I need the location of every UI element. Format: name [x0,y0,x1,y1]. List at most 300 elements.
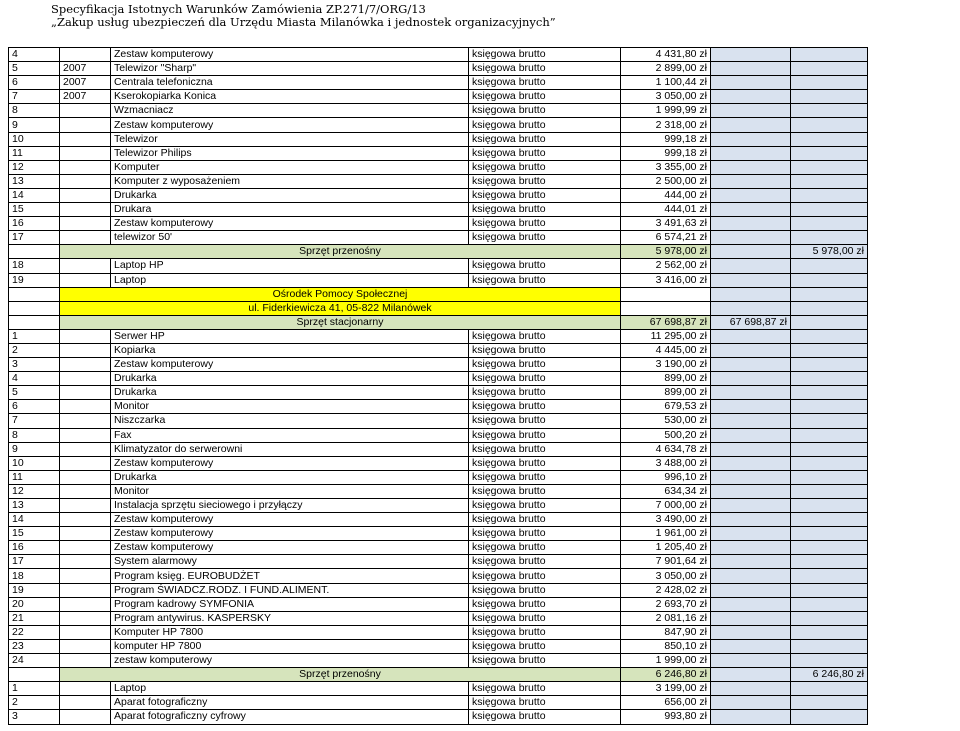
item-value: 2 081,16 zł [621,611,711,625]
item-value: 500,20 zł [621,428,711,442]
section-label: Sprzęt przenośny [60,245,621,259]
table-row [9,400,868,414]
table-row [9,273,868,287]
table-row [9,513,868,527]
value-category: księgowa brutto [469,118,621,132]
value-category: księgowa brutto [469,146,621,160]
empty-cell [791,682,868,696]
row-number: 20 [9,597,60,611]
table-row [9,118,868,132]
empty-cell [791,231,868,245]
empty-cell [791,400,868,414]
empty-cell [791,203,868,217]
item-value: 999,18 zł [621,146,711,160]
row-year [60,343,111,357]
table-row [9,146,868,160]
unit-name: Ośrodek Pomocy Społecznej [60,287,621,301]
item-value: 1 999,99 zł [621,104,711,118]
empty-cell [711,160,791,174]
table-row [9,611,868,625]
empty-cell [791,160,868,174]
empty-cell [711,710,791,724]
empty-cell [711,259,791,273]
item-name: komputer HP 7800 [111,639,469,653]
table-row [9,217,868,231]
item-name: Telewizor [111,132,469,146]
empty-cell [791,62,868,76]
value-category: księgowa brutto [469,231,621,245]
document-header-title: Specyfikacja Istotnych Warunków Zamówienia ZP.271/7/ORG/13 [51,2,426,16]
row-number: 7 [9,90,60,104]
item-name: Centrala telefoniczna [111,76,469,90]
row-year [60,160,111,174]
row-number: 11 [9,470,60,484]
item-value: 3 491,63 zł [621,217,711,231]
row-year [60,188,111,202]
empty-cell [9,245,60,259]
value-category: księgowa brutto [469,456,621,470]
row-number: 5 [9,62,60,76]
empty-cell [791,541,868,555]
row-number: 21 [9,611,60,625]
section-value: 5 978,00 zł [621,245,711,259]
item-name: Monitor [111,400,469,414]
value-category: księgowa brutto [469,611,621,625]
empty-cell [711,541,791,555]
row-year [60,372,111,386]
item-name: Zestaw komputerowy [111,541,469,555]
empty-cell [9,668,60,682]
row-year [60,146,111,160]
table-row [9,625,868,639]
row-number: 13 [9,499,60,513]
empty-cell [711,654,791,668]
table-row [9,541,868,555]
empty-cell [791,611,868,625]
row-year [60,442,111,456]
value-category: księgowa brutto [469,639,621,653]
row-year [60,625,111,639]
value-category: księgowa brutto [469,343,621,357]
empty-cell [711,273,791,287]
item-name: Zestaw komputerowy [111,527,469,541]
item-value: 2 428,02 zł [621,583,711,597]
empty-cell [711,597,791,611]
row-year [60,104,111,118]
empty-cell [791,343,868,357]
value-category: księgowa brutto [469,217,621,231]
item-name: Wzmacniacz [111,104,469,118]
value-category: księgowa brutto [469,484,621,498]
empty-cell [711,386,791,400]
value-category: księgowa brutto [469,513,621,527]
item-value: 1 999,00 zł [621,654,711,668]
table-row [9,358,868,372]
empty-cell [711,118,791,132]
item-value: 7 000,00 zł [621,499,711,513]
empty-cell [711,583,791,597]
table-row [9,470,868,484]
empty-cell [711,372,791,386]
value-category: księgowa brutto [469,428,621,442]
item-value: 444,00 zł [621,188,711,202]
value-category: księgowa brutto [469,400,621,414]
row-year: 2007 [60,62,111,76]
item-name: Aparat fotograficzny [111,696,469,710]
item-name: Zestaw komputerowy [111,118,469,132]
empty-cell [791,372,868,386]
table-row [9,499,868,513]
empty-cell [791,118,868,132]
table-row [9,414,868,428]
empty-cell [711,639,791,653]
empty-cell [791,555,868,569]
item-value: 444,01 zł [621,203,711,217]
empty-cell [711,696,791,710]
section-value: 67 698,87 zł [621,315,711,329]
item-value: 847,90 zł [621,625,711,639]
table-row [9,160,868,174]
table-row [9,639,868,653]
empty-cell [711,682,791,696]
row-year [60,597,111,611]
value-category: księgowa brutto [469,696,621,710]
empty-cell [791,104,868,118]
empty-cell [791,442,868,456]
empty-cell [711,358,791,372]
empty-cell [711,203,791,217]
row-number: 10 [9,456,60,470]
row-number: 19 [9,583,60,597]
empty-cell [711,76,791,90]
row-year [60,499,111,513]
empty-cell [791,386,868,400]
item-value: 3 490,00 zł [621,513,711,527]
row-year [60,456,111,470]
row-year [60,682,111,696]
empty-cell [9,301,60,315]
section-header-row [9,245,868,259]
row-number: 4 [9,48,60,62]
item-value: 2 500,00 zł [621,174,711,188]
table-row [9,428,868,442]
item-name: Instalacja sprzętu sieciowego i przyłączy [111,499,469,513]
table-row [9,386,868,400]
empty-cell [711,174,791,188]
table-row [9,231,868,245]
item-name: Komputer HP 7800 [111,625,469,639]
value-category: księgowa brutto [469,386,621,400]
row-number: 5 [9,386,60,400]
empty-cell [711,414,791,428]
table-row [9,132,868,146]
row-number: 15 [9,527,60,541]
row-year [60,696,111,710]
empty-cell [711,527,791,541]
table-row [9,654,868,668]
empty-cell [791,259,868,273]
item-value: 3 050,00 zł [621,90,711,104]
row-year [60,414,111,428]
item-value: 4 445,00 zł [621,343,711,357]
row-number: 6 [9,400,60,414]
item-value: 3 416,00 zł [621,273,711,287]
row-number: 6 [9,76,60,90]
row-year [60,470,111,484]
empty-cell [791,484,868,498]
value-category: księgowa brutto [469,104,621,118]
empty-cell [711,555,791,569]
item-value: 1 205,40 zł [621,541,711,555]
empty-cell [711,217,791,231]
table-row [9,259,868,273]
empty-cell [791,174,868,188]
empty-cell [711,301,791,315]
row-year: 2007 [60,76,111,90]
row-number: 18 [9,569,60,583]
empty-cell [711,470,791,484]
row-number: 2 [9,343,60,357]
empty-cell [791,48,868,62]
value-category: księgowa brutto [469,569,621,583]
value-category: księgowa brutto [469,710,621,724]
item-name: Monitor [111,484,469,498]
table-row [9,527,868,541]
empty-cell [791,569,868,583]
row-year [60,231,111,245]
row-year [60,273,111,287]
value-category: księgowa brutto [469,132,621,146]
item-name: Komputer [111,160,469,174]
row-year [60,217,111,231]
empty-cell [791,146,868,160]
table-row [9,597,868,611]
row-number: 17 [9,555,60,569]
empty-cell [9,315,60,329]
empty-cell [791,470,868,484]
empty-cell [791,90,868,104]
item-name: Zestaw komputerowy [111,456,469,470]
value-category: księgowa brutto [469,174,621,188]
table-row [9,90,868,104]
table-row [9,696,868,710]
row-year [60,174,111,188]
table-row [9,104,868,118]
row-number: 11 [9,146,60,160]
item-name: Program antywirus. KASPERSKY [111,611,469,625]
table-row [9,710,868,724]
equipment-table [8,47,868,725]
item-name: zestaw komputerowy [111,654,469,668]
empty-cell [711,611,791,625]
row-year [60,118,111,132]
item-name: Telewizor Philips [111,146,469,160]
row-number: 16 [9,541,60,555]
empty-cell [791,358,868,372]
empty-cell [711,48,791,62]
section-value: 6 246,80 zł [621,668,711,682]
row-number: 24 [9,654,60,668]
row-number: 16 [9,217,60,231]
value-category: księgowa brutto [469,597,621,611]
empty-cell [711,90,791,104]
item-name: Klimatyzator do serwerowni [111,442,469,456]
item-value: 2 562,00 zł [621,259,711,273]
row-year [60,611,111,625]
empty-cell [711,146,791,160]
empty-cell [711,499,791,513]
value-category: księgowa brutto [469,62,621,76]
value-category: księgowa brutto [469,90,621,104]
empty-cell [711,132,791,146]
table-row [9,174,868,188]
item-name: Zestaw komputerowy [111,217,469,231]
empty-cell [791,132,868,146]
item-value: 3 488,00 zł [621,456,711,470]
row-year [60,513,111,527]
table-row [9,555,868,569]
empty-cell [711,442,791,456]
item-name: Zestaw komputerowy [111,48,469,62]
item-value: 530,00 zł [621,414,711,428]
item-name: Fax [111,428,469,442]
row-year [60,654,111,668]
item-name: Serwer HP [111,329,469,343]
empty-cell [791,329,868,343]
row-year [60,386,111,400]
table-row [9,372,868,386]
empty-cell [711,625,791,639]
item-value: 4 431,80 zł [621,48,711,62]
empty-cell [791,696,868,710]
empty-cell [791,499,868,513]
row-year: 2007 [60,90,111,104]
table-row [9,484,868,498]
table-row [9,442,868,456]
row-year [60,48,111,62]
item-name: Niszczarka [111,414,469,428]
row-number: 4 [9,372,60,386]
row-year [60,639,111,653]
row-number: 14 [9,513,60,527]
item-value: 850,10 zł [621,639,711,653]
item-name: Drukara [111,203,469,217]
empty-cell [791,287,868,301]
row-year [60,569,111,583]
empty-cell [711,188,791,202]
value-category: księgowa brutto [469,259,621,273]
item-name: Kserokopiarka Konica [111,90,469,104]
empty-cell [791,428,868,442]
item-name: telewizor 50' [111,231,469,245]
row-number: 17 [9,231,60,245]
empty-cell [791,710,868,724]
item-value: 996,10 zł [621,470,711,484]
row-number: 13 [9,174,60,188]
item-value: 999,18 zł [621,132,711,146]
item-value: 3 050,00 zł [621,569,711,583]
empty-cell [711,428,791,442]
row-year [60,203,111,217]
row-number: 14 [9,188,60,202]
table-row [9,343,868,357]
table-row [9,682,868,696]
row-year [60,259,111,273]
item-name: Program ŚWIADCZ.RODZ. I FUND.ALIMENT. [111,583,469,597]
unit-address: ul. Fiderkiewicza 41, 05-822 Milanówek [60,301,621,315]
empty-cell [9,287,60,301]
item-value: 4 634,78 zł [621,442,711,456]
empty-cell [791,513,868,527]
section-label: Sprzęt przenośny [60,668,621,682]
item-name: Laptop HP [111,259,469,273]
row-number: 23 [9,639,60,653]
unit-row [9,301,868,315]
item-value: 2 318,00 zł [621,118,711,132]
empty-cell [711,104,791,118]
item-name: Program kadrowy SYMFONIA [111,597,469,611]
value-category: księgowa brutto [469,273,621,287]
row-number: 1 [9,329,60,343]
row-number: 22 [9,625,60,639]
item-name: Drukarka [111,386,469,400]
item-name: Telewizor "Sharp" [111,62,469,76]
item-value: 2 899,00 zł [621,62,711,76]
table-row [9,329,868,343]
item-name: Drukarka [111,188,469,202]
empty-cell [711,400,791,414]
table-row [9,456,868,470]
empty-cell [621,301,711,315]
item-value: 656,00 zł [621,696,711,710]
value-category: księgowa brutto [469,499,621,513]
empty-cell [791,654,868,668]
section-total: 6 246,80 zł [791,668,868,682]
empty-cell [711,62,791,76]
value-category: księgowa brutto [469,555,621,569]
item-value: 11 295,00 zł [621,329,711,343]
section-total: 5 978,00 zł [791,245,868,259]
document-header-subtitle: „Zakup usług ubezpieczeń dla Urzędu Miasta Milanówka i jednostek organizacyjnych” [51,15,556,29]
row-number: 3 [9,710,60,724]
table-row [9,569,868,583]
row-year [60,400,111,414]
row-number: 12 [9,484,60,498]
empty-cell [621,287,711,301]
row-number: 7 [9,414,60,428]
empty-cell [791,527,868,541]
value-category: księgowa brutto [469,48,621,62]
empty-cell [791,301,868,315]
item-name: Program księg. EUROBUDŻET [111,569,469,583]
row-number: 2 [9,696,60,710]
item-name: Zestaw komputerowy [111,358,469,372]
item-value: 3 355,00 zł [621,160,711,174]
item-value: 3 190,00 zł [621,358,711,372]
unit-row [9,287,868,301]
value-category: księgowa brutto [469,654,621,668]
section-label: Sprzęt stacjonarny [60,315,621,329]
item-name: Aparat fotograficzny cyfrowy [111,710,469,724]
value-category: księgowa brutto [469,442,621,456]
empty-cell [791,315,868,329]
row-number: 9 [9,442,60,456]
row-number: 15 [9,203,60,217]
value-category: księgowa brutto [469,414,621,428]
row-year [60,527,111,541]
empty-cell [711,668,791,682]
value-category: księgowa brutto [469,329,621,343]
